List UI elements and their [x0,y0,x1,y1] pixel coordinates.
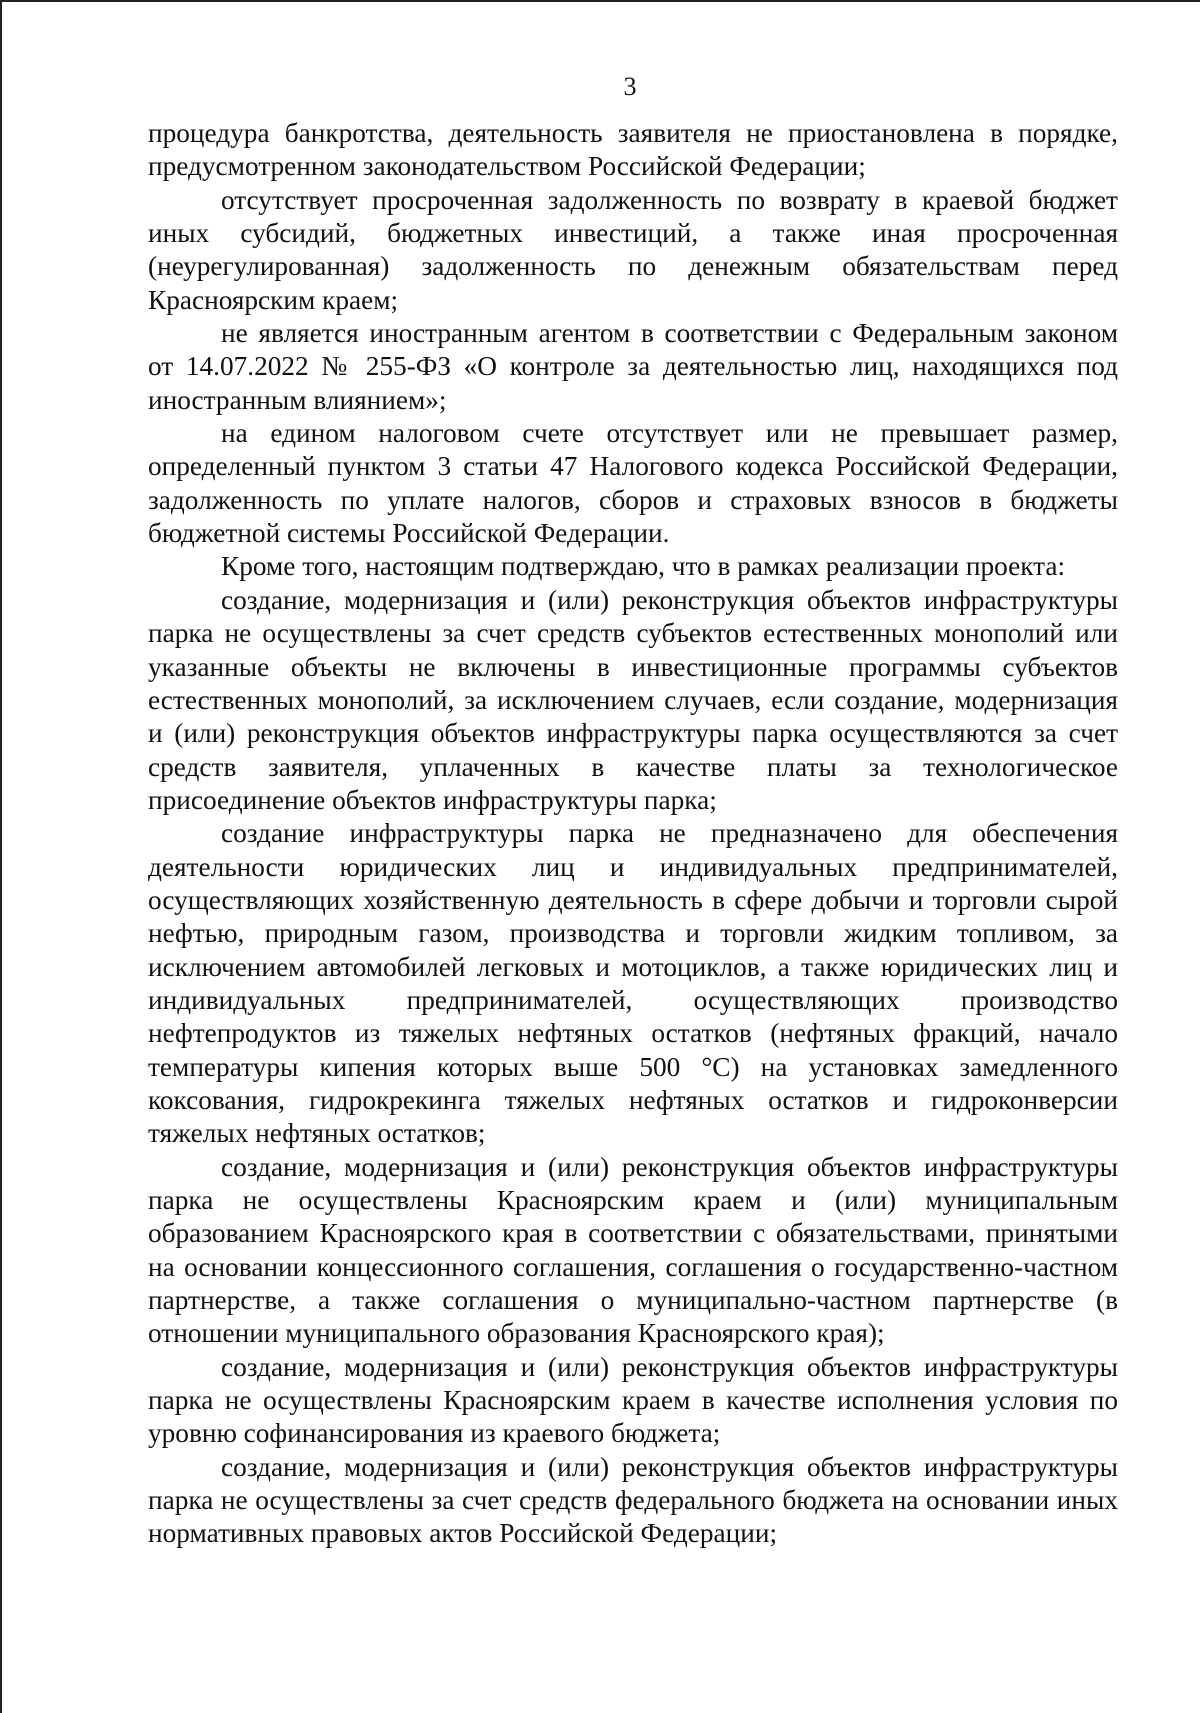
page-number: 3 [623,72,637,101]
paragraph-tax-account: на едином налоговом счете отсутствует или не превышает размер, определенный пунктом 3 статьи 47 Налогового кодекса Российской Федерации, задолженность по уплате налогов, сборов и страховых взносов в бюджеты бюджетной системы Российской Федерации. [148,418,1118,549]
scan-border-top [0,0,1200,2]
paragraph-not-foreign-agent: не является иностранным агентом в соответствии с Федеральным законом от 14.07.2022 № 255-ФЗ «О контроле за деятельностью лиц, находящихся под иностранным влиянием»; [148,318,1118,415]
paragraph-confirmation-intro: Кроме того, настоящим подтверждаю, что в рамках реализации проекта: [221,551,1066,582]
paragraph-no-overdue-debt: отсутствует просроченная задолженность по возврату в краевой бюджет иных субсидий, бюджетных инвестиций, а также иная просроченная (неурегулированная) задолженность по денежным обязательствам перед Красноярским краем; [148,184,1118,315]
paragraph-co-financing: создание, модернизация и (или) реконструкция объектов инфраструктуры парка не осуществлены Красноярским краем в качестве исполнения условия по уровню софинансирования из краевого бюджета; [148,1351,1118,1449]
paragraph-oil-gas-exclusion: создание инфраструктуры парка не предназначено для обеспечения деятельности юридических лиц и индивидуальных предпринимателей, осуществляющих хозяйственную деятельность в сфере добычи и торговли сырой нефтью, природным газом, производства и торговли жидким топливом, за исключением автомобилей легковых и мотоциклов, а также юридических лиц и индивидуальных предпринимателей, осуществляющих производство нефтепродуктов из тяжелых нефтяных остатков (нефтяных фракций, начало температуры кипения которых выше 500 °С) на установках замедленного коксования, гидрокрекинга тяжелых нефтяных остатков и гидроконверсии тяжелых нефтяных остатков; [148,818,1118,1149]
paragraph-bankruptcy-continuation: процедура банкротства, деятельность заявителя не приостановлена в порядке, предусмотренном законодательством Российской Федерации; [148,118,1118,182]
scan-border-left [0,0,2,1713]
paragraph-natural-monopolies: создание, модернизация и (или) реконструкция объектов инфраструктуры парка не осуществлены за счет средств субъектов естественных монополий или указанные объекты не включены в инвестиционные программы субъектов естественных монополий, за исключением случаев, если создание, модернизация и (или) реконструкция объектов инфраструктуры парка осуществляются за счет средств заявителя, уплаченных в качестве платы за технологическое присоединение объектов инфраструктуры парка; [148,584,1118,815]
paragraph-federal-budget: создание, модернизация и (или) реконструкция объектов инфраструктуры парка не осуществлены за счет средств федерального бюджета на основании иных нормативных правовых актов Российской Федерации; [148,1451,1118,1549]
document-body [148,117,1118,1551]
paragraph-concession-agreement: создание, модернизация и (или) реконструкция объектов инфраструктуры парка не осуществлены Красноярским краем и (или) муниципальным образованием Красноярского края в соответствии с обязательствами, принятыми на основании концессионного соглашения, соглашения о государственно-частном партнерстве, а также соглашения о муниципально-частном партнерстве (в отношении муниципального образования Красноярского края); [148,1151,1118,1349]
